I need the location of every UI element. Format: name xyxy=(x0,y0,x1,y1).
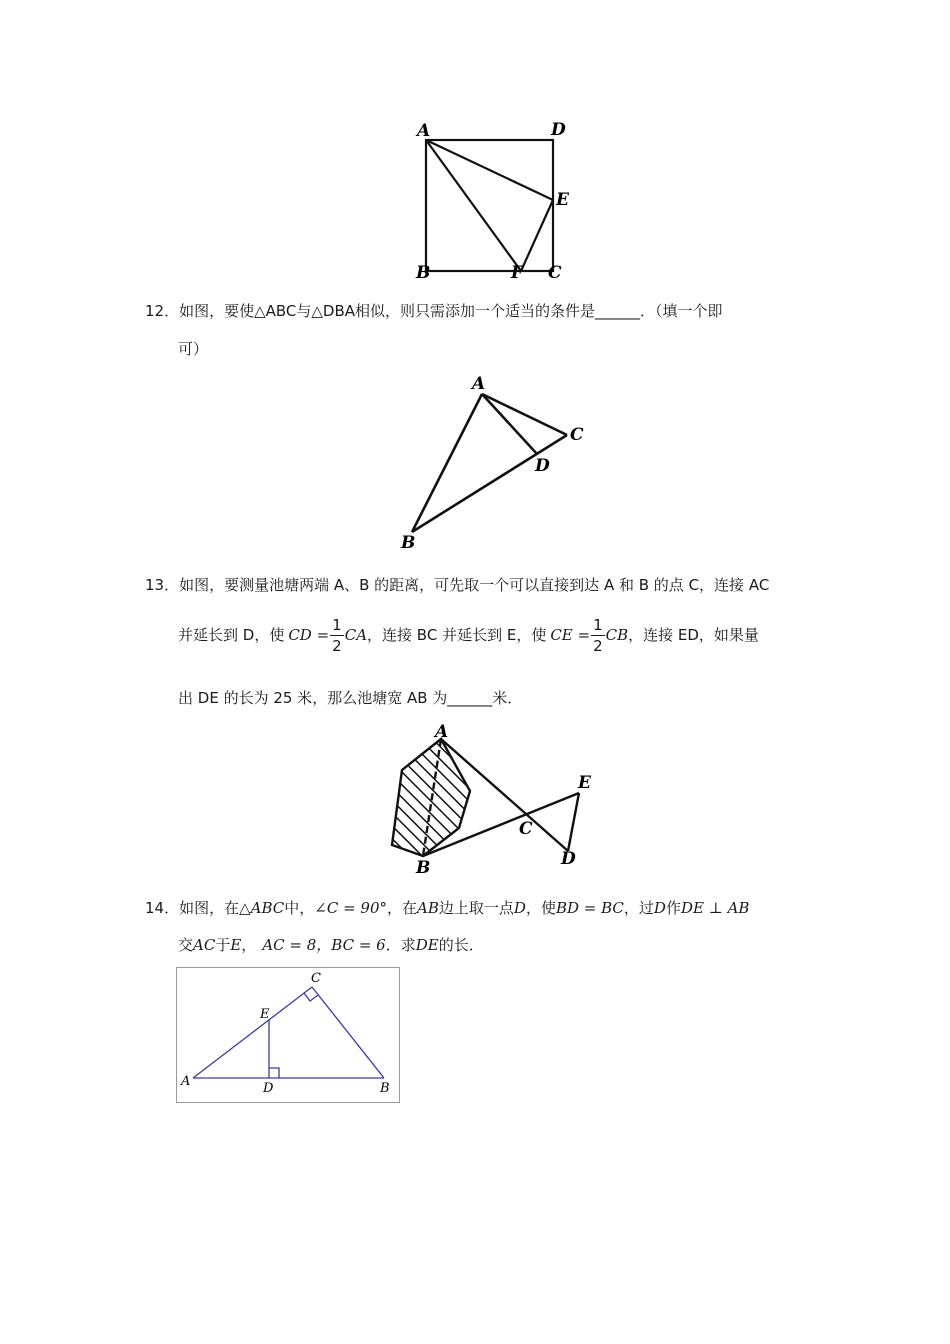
text-segment: 交 xyxy=(178,936,194,954)
point-label-d: D xyxy=(551,120,566,140)
question-text: ．如图，要使△ABC与△DBA相似，则只需添加一个适当的条件是______．（填一个即 xyxy=(164,302,723,320)
formula-e: E xyxy=(230,936,242,954)
segment-ac xyxy=(193,987,312,1078)
point-label-b: B xyxy=(380,1081,390,1096)
point-label-d: D xyxy=(263,1081,274,1096)
right-angle-mark-c xyxy=(304,993,318,1001)
question-text: ．如图，要测量池塘两端 A、B 的距离，可先取一个可以直接到达 A 和 B 的点 C，连接 AC xyxy=(164,576,770,594)
point-label-e: E xyxy=(260,1007,270,1022)
text-segment: 边上取一点 xyxy=(438,899,514,917)
fraction-denominator: 2 xyxy=(593,636,603,655)
text-segment: ．如图，在 xyxy=(164,899,240,917)
segment-ac xyxy=(482,394,567,435)
point-label-a: A xyxy=(181,1074,191,1089)
formula-d: D xyxy=(513,899,526,917)
point-label-d: D xyxy=(561,849,576,869)
formula-de: DE xyxy=(415,936,439,954)
point-label-a: A xyxy=(417,121,431,141)
point-label-c: C xyxy=(570,425,584,445)
point-label-b: B xyxy=(401,533,416,553)
fraction-numerator: 1 xyxy=(332,615,342,634)
formula-ce: CE = xyxy=(550,626,591,644)
text-segment: ，使 xyxy=(525,899,556,917)
segment-ad xyxy=(482,394,537,454)
square-figure xyxy=(405,115,575,285)
formula-bd-bc: BD = BC xyxy=(555,899,624,917)
text-segment: 中， xyxy=(284,899,315,917)
segment-cb xyxy=(312,987,384,1078)
point-label-e: E xyxy=(556,190,569,210)
formula-ab: AB xyxy=(417,899,439,917)
text-segment: ，过 xyxy=(623,899,654,917)
text-segment: 并延长到 D，使 xyxy=(178,626,285,644)
point-label-b: B xyxy=(416,263,431,283)
point-label-f: F xyxy=(511,263,524,283)
question-12-line-1 xyxy=(145,300,723,321)
text-segment: ， xyxy=(241,936,257,954)
formula-triangle-abc: △ABC xyxy=(239,899,285,917)
formula-ca: CA xyxy=(344,626,368,644)
fraction-denominator: 2 xyxy=(332,636,342,655)
pond-figure xyxy=(385,718,600,880)
right-triangle-figure xyxy=(177,968,399,1102)
fraction-one-half xyxy=(330,615,344,655)
point-label-c: C xyxy=(519,819,533,839)
formula-ac: AC xyxy=(193,936,216,954)
text-segment: ，连接 BC 并延长到 E，使 xyxy=(367,626,547,644)
point-label-e: E xyxy=(578,773,591,793)
triangle-figure xyxy=(390,365,590,555)
question-13-line-1 xyxy=(145,574,769,595)
formula-angle-c: ∠C = 90° xyxy=(314,899,388,917)
text-segment: ．求 xyxy=(385,936,416,954)
question-13-line-2 xyxy=(178,612,759,658)
text-segment: ，在 xyxy=(387,899,418,917)
point-label-c: C xyxy=(548,263,562,283)
text-segment: 于 xyxy=(215,936,231,954)
segment-af xyxy=(426,140,521,271)
formula-given-values: AC = 8，BC = 6 xyxy=(262,936,386,954)
text-segment: 作 xyxy=(665,899,681,917)
question-number: 13 xyxy=(145,576,165,594)
point-label-c: C xyxy=(311,971,321,986)
square-abcd xyxy=(426,140,553,271)
right-angle-mark-d xyxy=(269,1068,279,1078)
segment-ae xyxy=(426,140,553,200)
point-label-a: A xyxy=(435,722,449,742)
question-14-line-1 xyxy=(145,897,749,918)
point-label-d: D xyxy=(535,456,550,476)
figure-frame xyxy=(176,967,400,1103)
question-12-line-2: 可） xyxy=(178,340,209,358)
question-14-line-2 xyxy=(178,934,484,955)
formula-cb: CB xyxy=(605,626,629,644)
point-label-a: A xyxy=(472,374,486,394)
text-segment: 的长． xyxy=(438,936,484,954)
question-number: 14 xyxy=(145,899,165,917)
fraction-numerator: 1 xyxy=(593,615,603,634)
point-label-b: B xyxy=(416,858,431,878)
formula-de-perp-ab: DE ⊥ AB xyxy=(680,899,750,917)
fraction-one-half xyxy=(591,615,605,655)
question-13-line-3: 出 DE 的长为 25 米，那么池塘宽 AB 为______米． xyxy=(178,689,523,707)
segment-ed xyxy=(568,793,579,851)
question-number: 12 xyxy=(145,302,165,320)
formula-d: D xyxy=(653,899,666,917)
formula-cd: CD = xyxy=(288,626,330,644)
text-segment: ，连接 ED，如果量 xyxy=(628,626,759,644)
segment-ef xyxy=(521,200,553,271)
